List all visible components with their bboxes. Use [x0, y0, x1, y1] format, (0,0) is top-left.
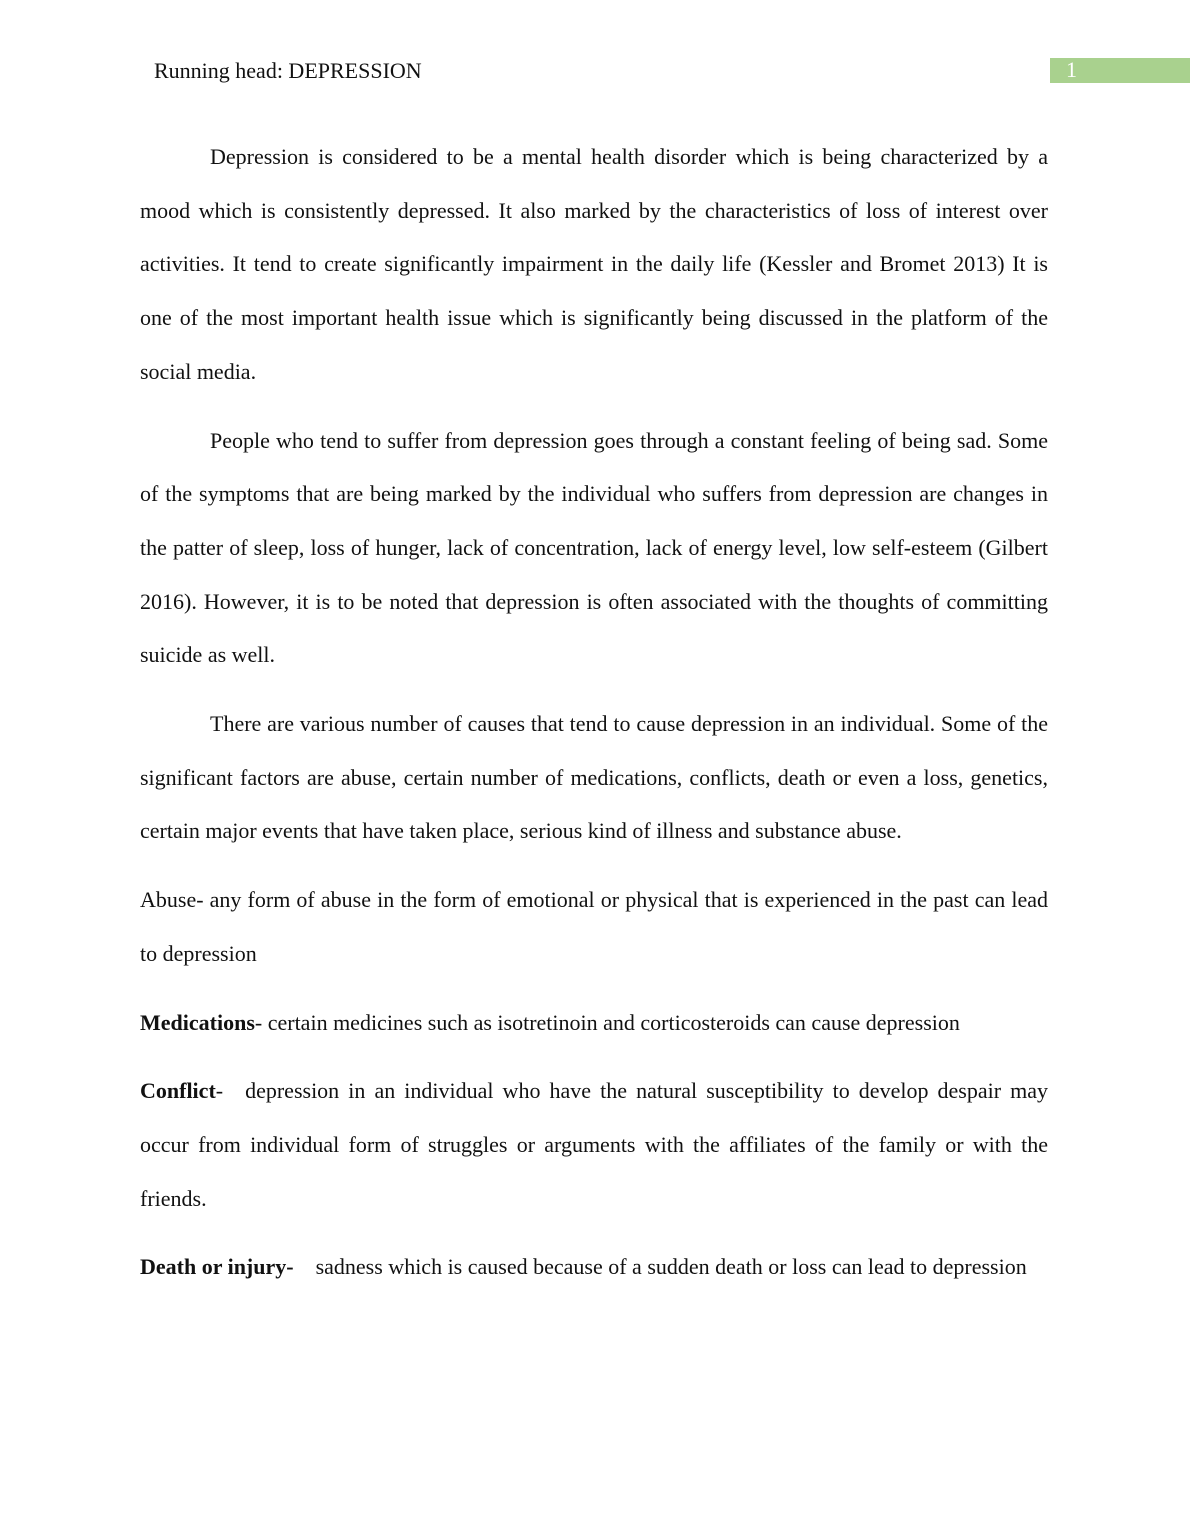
body-text: [140, 130, 1048, 1309]
cause-term: Conflict: [140, 1078, 216, 1104]
paragraph-symptoms: People who tend to suffer from depression goes through a constant feeling of being sad. Some of the symptoms that are being marked by the individual who suffers from depression are changes in the patter of sleep, loss of hunger, lack of concentration, lack of energy level, low self-esteem (Gilbert 2016). However, it is to be noted that depression is often associated with the thoughts of committing suicide as well.: [140, 427, 1048, 668]
cause-dash: -: [215, 1078, 224, 1104]
paragraph-abuse: Abuse- any form of abuse in the form of emotional or physical that is experienced in the past can lead to depression: [140, 887, 1048, 966]
paragraph-causes: There are various number of causes that tend to cause depression in an individual. Some of the significant factors are abuse, certain number of medications, conflicts, death or even a loss, genetics, certain major events that have taken place, serious kind of illness and substance abuse.: [140, 711, 1048, 844]
paragraph-definition: Depression is considered to be a mental health disorder which is being characterized by a mood which is consistently depressed. It also marked by the characteristics of loss of interest over activities. It tend to create significantly impairment in the daily life (Kessler and Bromet 2013) It is one of the most important health issue which is significantly being discussed in the platform of the social media.: [140, 144, 1048, 384]
cause-death-or-injury: [140, 1240, 1048, 1294]
cause-conflict: [140, 1064, 1048, 1225]
page-number-bar: [1050, 58, 1190, 83]
cause-term: Death or injury-: [140, 1254, 294, 1280]
cause-description: sadness which is caused because of a sudden death or loss can lead to depression: [315, 1254, 1027, 1280]
page-number: 1: [1066, 57, 1077, 82]
cause-dash: -: [254, 1009, 263, 1035]
cause-medications: [140, 996, 1048, 1050]
running-head: Running head: DEPRESSION: [154, 58, 422, 83]
cause-term: Medications: [140, 1009, 255, 1035]
cause-description: depression in an individual who have the natural susceptibility to develop despair may occur from individual form of struggles or arguments with the affiliates of the family or with the friends.: [140, 1078, 1048, 1211]
cause-description: certain medicines such as isotretinoin and corticosteroids can cause depression: [262, 1009, 960, 1035]
